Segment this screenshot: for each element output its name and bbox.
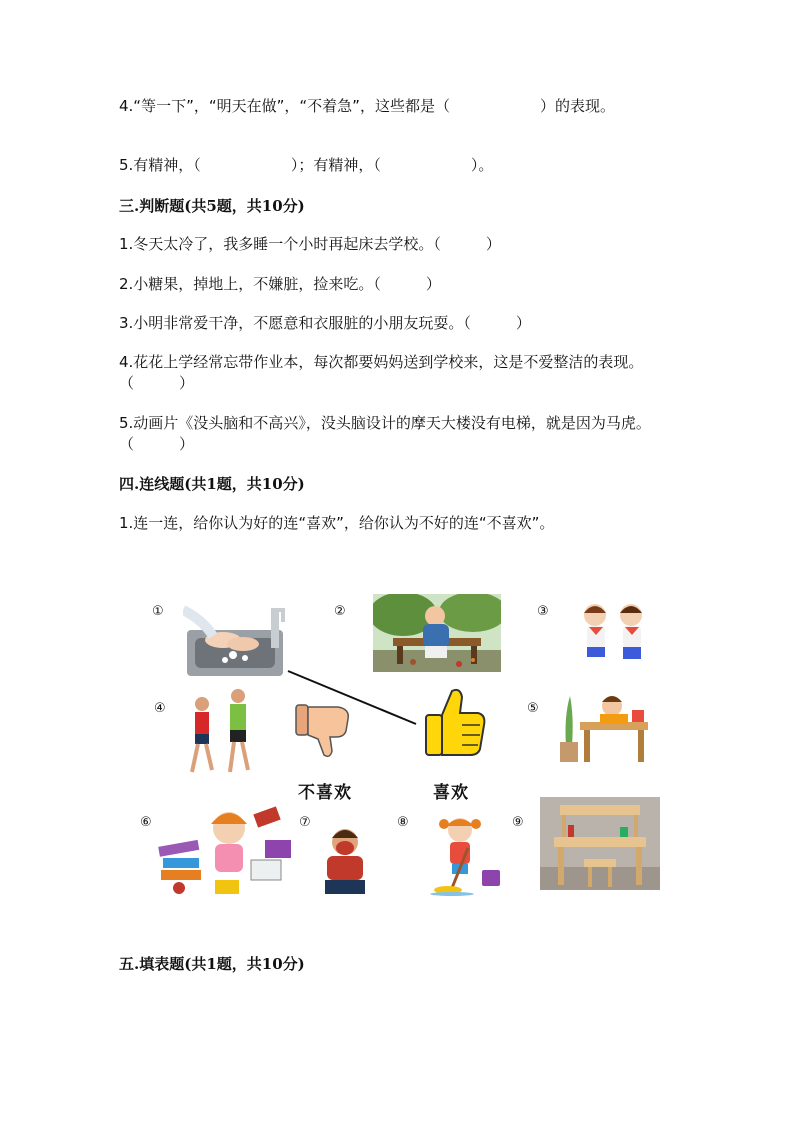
dislike-label: 不喜欢 <box>298 783 352 803</box>
judgement-item-4: 4.花花上学经常忘带作业本，每次都要妈妈送到学校来，这是不爱整洁的表现。（ ） <box>119 353 644 392</box>
judgement-item-3: 3.小明非常爱干净，不愿意和衣服脏的小朋友玩耍。（ ） <box>119 314 531 332</box>
picture-number-8: ⑧ <box>397 815 409 830</box>
washing-hands-picture <box>183 600 293 682</box>
section-heading-judgement: 三.判断题(共5题，共10分) <box>119 197 305 215</box>
matching-question: 1.连一连，给你认为好的连“喜欢”，给你认为不好的连“不喜欢”。 <box>119 514 555 532</box>
picture-number-9: ⑨ <box>512 815 524 830</box>
picture-number-1: ① <box>152 604 164 619</box>
judgement-item-2: 2.小糖果，掉地上，不嫌脏，捡来吃。（ ） <box>119 275 441 293</box>
judgement-item-1: 1.冬天太冷了，我多睡一个小时再起床去学校。（ ） <box>119 235 501 253</box>
thumbs-up-icon <box>422 687 488 759</box>
runners-picture <box>182 686 260 786</box>
section-heading-table: 五.填表题(共1题，共10分) <box>119 955 305 973</box>
picture-number-2: ② <box>334 604 346 619</box>
picture-number-3: ③ <box>537 604 549 619</box>
picture-number-6: ⑥ <box>140 815 152 830</box>
question-fill-5: 5.有精神，（ ）；有精神，（ ）。 <box>119 156 494 174</box>
like-label: 喜欢 <box>433 783 469 803</box>
messy-desk-picture <box>556 686 652 766</box>
picture-number-7: ⑦ <box>299 815 311 830</box>
question-fill-4: 4.“等一下”，“明天在做”，“不着急”，这些都是（ ）的表现。 <box>119 97 615 115</box>
boy-eating-picture <box>317 826 373 900</box>
section-heading-matching: 四.连线题(共1题，共10分) <box>119 475 305 493</box>
messy-room-picture <box>155 800 300 898</box>
two-children-picture <box>575 601 653 665</box>
judgement-item-5: 5.动画片《没头脑和不高兴》，没头脑设计的摩天大楼没有电梯，就是因为马虎。（ ） <box>119 414 651 453</box>
girl-mopping-picture <box>422 814 506 896</box>
picture-number-5: ⑤ <box>527 701 539 716</box>
littering-man-picture <box>373 594 501 672</box>
picture-number-4: ④ <box>154 701 166 716</box>
tidy-desk-picture <box>540 797 660 890</box>
matching-line <box>285 668 420 728</box>
